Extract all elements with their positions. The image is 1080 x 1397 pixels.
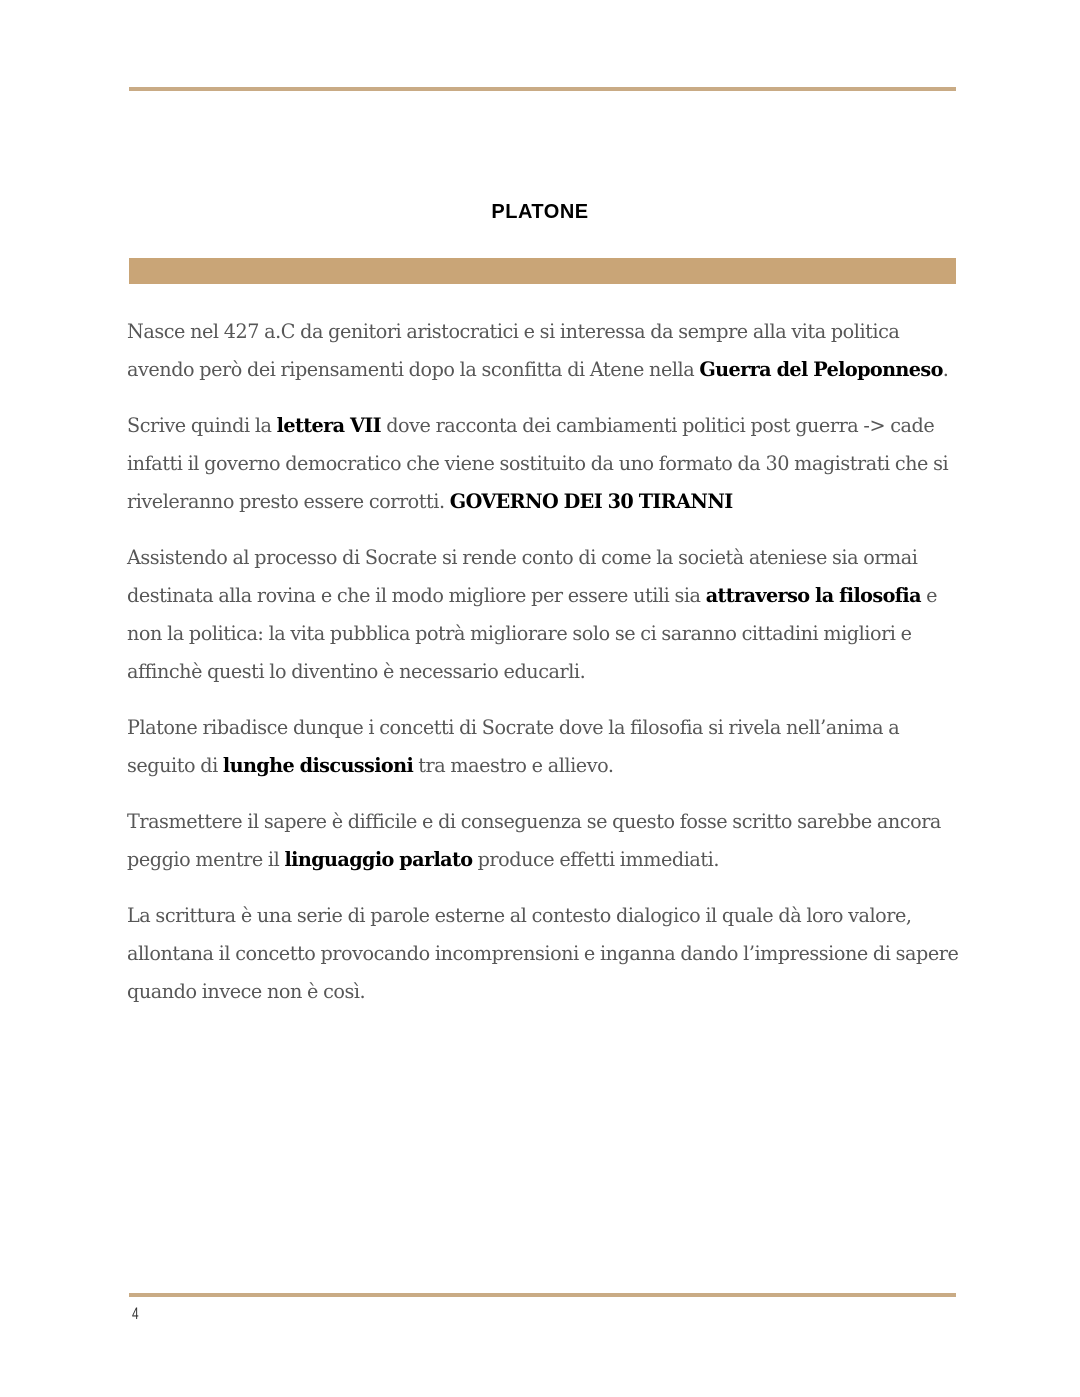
page-number: 4: [132, 1304, 139, 1323]
page-title: PLATONE: [491, 201, 589, 223]
text-segment: tra maestro e allievo.: [413, 754, 614, 777]
header-rule: [129, 87, 956, 91]
highlight-attraverso-filosofia: attraverso la filosofia: [705, 584, 921, 607]
highlight-governo-30-tiranni: GOVERNO DEI 30 TIRANNI: [449, 490, 733, 513]
footer-rule: [129, 1293, 956, 1297]
text-segment: produce effetti immediati.: [472, 848, 719, 871]
highlight-lettera-vii: lettera VII: [276, 414, 382, 437]
paragraph-concetti-socrate: [127, 709, 962, 785]
paragraph-processo-socrate: [127, 539, 962, 691]
text-segment: Platone ribadisce dunque i concetti di Socrate dove la filosofia si rivela nell’anima a seguito di: [127, 716, 900, 777]
text-segment: dove racconta dei cambiamenti politici post guerra -> cade infatti il governo democratico che viene sostituito da uno formato da 30 magistrati che si riveleranno presto essere corrotti.: [127, 414, 949, 513]
text-segment: Assistendo al processo di Socrate si rende conto di come la società ateniese sia ormai destinata alla rovina e che il modo migliore per essere utili sia: [127, 546, 918, 607]
body-text: [127, 313, 962, 1029]
highlight-linguaggio-parlato: linguaggio parlato: [284, 848, 473, 871]
paragraph-lettera-vii: [127, 407, 962, 521]
text-segment: Nasce nel 427 a.C da genitori aristocratici e si interessa da sempre alla vita politica avendo però dei ripensamenti dopo la sconfitta di Atene nella: [127, 320, 900, 381]
text-segment: e non la politica: la vita pubblica potrà migliorare solo se ci saranno cittadini migliori e affinchè questi lo diventino è necessario educarli.: [127, 584, 938, 683]
text-segment: Scrive quindi la: [127, 414, 277, 437]
text-segment: .: [942, 358, 949, 381]
paragraph-trasmettere-sapere: [127, 803, 962, 879]
highlight-guerra-peloponneso: Guerra del Peloponneso: [699, 358, 943, 381]
text-segment: Trasmettere il sapere è difficile e di conseguenza se questo fosse scritto sarebbe ancora peggio mentre il: [127, 810, 941, 871]
highlight-lunghe-discussioni: lunghe discussioni: [222, 754, 414, 777]
paragraph-birth: [127, 313, 962, 389]
paragraph-scrittura: [127, 897, 962, 1011]
title-accent-band: [129, 258, 956, 284]
text-segment: La scrittura è una serie di parole esterne al contesto dialogico il quale dà loro valore, allontana il concetto provocando incomprensioni e inganna dando l’impressione di sapere quando invece non è così.: [127, 904, 959, 1003]
